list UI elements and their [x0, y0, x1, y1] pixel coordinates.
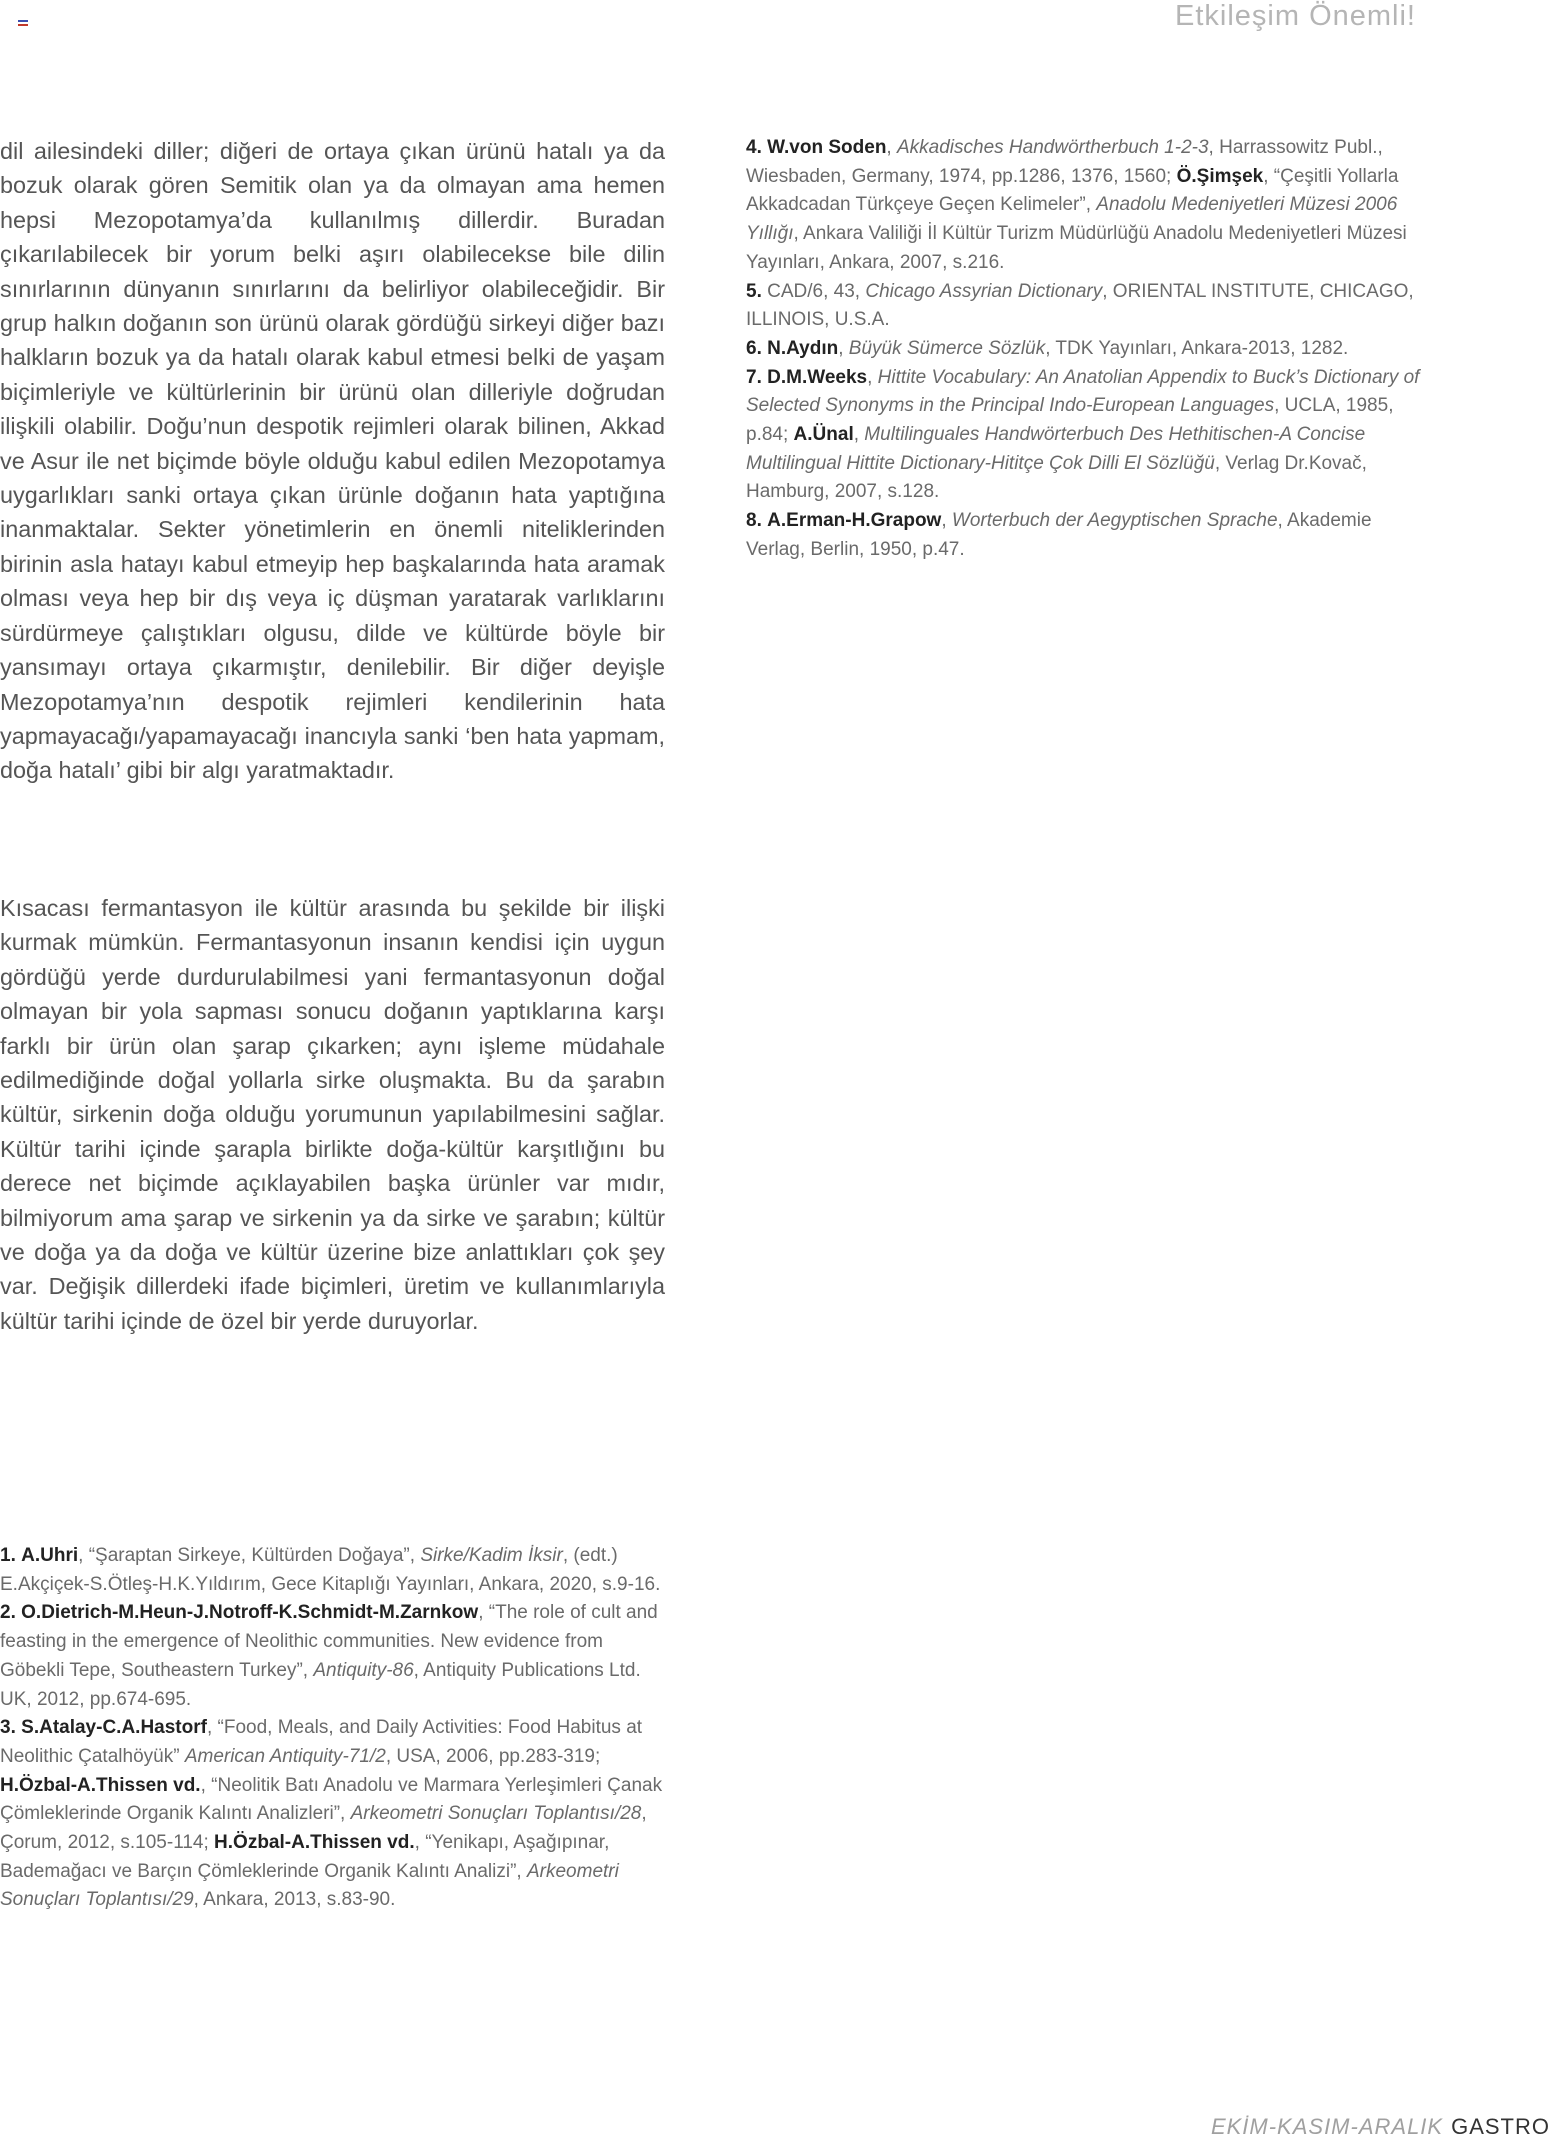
- body-paragraph-1: dil ailesindeki diller; diğeri de ortaya çıkan ürünü hatalı ya da bozuk olarak gören Semitik olan ya da olmayan ama hemen hepsi Mezopotamya’da kullanılmış dillerdir. Buradan çıkarılabilecek bir yorum belki aşırı olabilecekse bile dilin sınırlarının dünyanın sınırlarını da belirliyor olabileceğidir. Bir grup halkın doğanın son ürünü olarak gördüğü sirkeyi diğer bazı halkların bozuk ya da hatalı olarak kabul etmesi belki de yaşam biçimleriyle ve kültürlerinin bir ürünü olan dilleriyle doğrudan ilişkili olabilir. Doğu’nun despotik rejimleri olarak bilinen, Akkad ve Asur ile net biçimde böyle olduğu kabul edilen Mezopotamya uygarlıkları sanki ortaya çıkan ürünle doğanın hata yaptığına inanmaktalar. Sekter yönetimlerin en önemli niteliklerinden birinin asla hatayı kabul etmeyip hep başkalarında hata aramak olması veya hep bir dış veya iç düşman yaratarak varlıklarını sürdürmeye çalıştıkları olgusu, dilde ve kültürde böyle bir yansımayı ortaya çıkarmıştır, denilebilir. Bir diğer deyişle Mezopotamya’nın despotik rejimleri kendilerinin hata yapmayacağı/yapamayacağı inancıyla sanki ‘ben hata yapmam, doğa hatalı’ gibi bir algı yaratmaktadır.: [0, 138, 665, 784]
- page-footer: [1211, 2114, 1550, 2140]
- footnote-2: 2. O.Dietrich-M.Heun-J.Notroff-K.Schmidt-M.Zarnkow, “The role of cult and feasting in the emergence of Neolithic communities. New evidence from Göbekli Tepe, Southeastern Turkey”, Antiquity-86, Antiquity Publications Ltd. UK, 2012, pp.674-695.: [0, 1602, 658, 1710]
- footnote-1: 1. A.Uhri, “Şaraptan Sirkeye, Kültürden Doğaya”, Sirke/Kadim İksir, (edt.) E.Akçiçek-S.Ötleş-H.K.Yıldırım, Gece Kitaplığı Yayınları, Ankara, 2020, s.9-16.: [0, 1545, 661, 1595]
- menu-icon[interactable]: [18, 20, 28, 26]
- magazine-name: GASTRO: [1451, 2114, 1550, 2139]
- footnote-6: 6. N.Aydın, Büyük Sümerce Sözlük, TDK Yayınları, Ankara-2013, 1282.: [746, 337, 1349, 359]
- footnotes-left: [0, 1542, 665, 1915]
- footnotes-right: [746, 134, 1426, 565]
- body-paragraph-2: Kısacası fermantasyon ile kültür arasında bu şekilde bir ilişki kurmak mümkün. Fermantasyonun insanın kendisi için uygun gördüğü yerde durdurulabilmesi yani fermantasyonun doğal olmayan bir yola sapması sonucu doğanın yaptıklarına karşı farklı bir ürün olan şarap çıkarken; aynı işleme müdahale edilmediğinde doğal yollarla sirke oluşmakta. Bu da şarabın kültür, sirkenin doğa olduğu yorumunun yapılabilmesini sağlar. Kültür tarihi içinde şarapla birlikte doğa-kültür karşıtlığını bu derece net biçimde açıklayabilen başka ürünler var mıdır, bilmiyorum ama şarap ve sirkenin ya da sirke ve şarabın; kültür ve doğa ya da doğa ve kültür üzerine bize anlattıkları çok şey var. Değişik dillerdeki ifade biçimleri, üretim ve kullanımlarıyla kültür tarihi içinde de özel bir yerde duruyorlar.: [0, 895, 665, 1334]
- header-title: Etkileşim Önemli!: [1175, 0, 1416, 32]
- footnote-4: 4. W.von Soden, Akkadisches Handwörtherbuch 1-2-3, Harrassowitz Publ., Wiesbaden, Germany, 1974, pp.1286, 1376, 1560; Ö.Şimşek, “Çeşitli Yollarla Akkadcadan Türkçeye Geçen Kelimeler”, Anadolu Medeniyetleri Müzesi 2006 Yıllığı, Ankara Valiliği İl Kültür Turizm Müdürlüğü Anadolu Medeniyetleri Müzesi Yayınları, Ankara, 2007, s.216.: [746, 137, 1407, 273]
- footnote-5: 5. CAD/6, 43, Chicago Assyrian Dictionary, ORIENTAL INSTITUTE, CHICAGO, ILLINOIS, U.S.A.: [746, 280, 1414, 331]
- footnote-3: 3. S.Atalay-C.A.Hastorf, “Food, Meals, and Daily Activities: Food Habitus at Neolithic Çatalhöyük” American Antiquity-71/2, USA, 2006, pp.283-319; H.Özbal-A.Thissen vd., “Neolitik Batı Anadolu ve Marmara Yerleşimleri Çanak Çömleklerinde Organik Kalıntı Analizleri”, Arkeometri Sonuçları Toplantısı/28, Çorum, 2012, s.105-114; H.Özbal-A.Thissen vd., “Yenikapı, Aşağıpınar, Bademağacı ve Barçın Çömleklerinde Organik Kalıntı Analizi”, Arkeometri Sonuçları Toplantısı/29, Ankara, 2013, s.83-90.: [0, 1717, 663, 1911]
- footnote-7: 7. D.M.Weeks, Hittite Vocabulary: An Anatolian Appendix to Buck’s Dictionary of Selected Synonyms in the Principal Indo-European Languages, UCLA, 1985, p.84; A.Ünal, Multilinguales Handwörterbuch Des Hethitischen-A Concise Multilingual Hittite Dictionary-Hititçe Çok Dilli El Sözlüğü, Verlag Dr.Kovač, Hamburg, 2007, s.128.: [746, 366, 1420, 503]
- issue-date: EKİM-KASIM-ARALIK: [1210, 2114, 1444, 2139]
- footnote-8: 8. A.Erman-H.Grapow, Worterbuch der Aegyptischen Sprache, Akademie Verlag, Berlin, 1950, p.47.: [746, 510, 1372, 560]
